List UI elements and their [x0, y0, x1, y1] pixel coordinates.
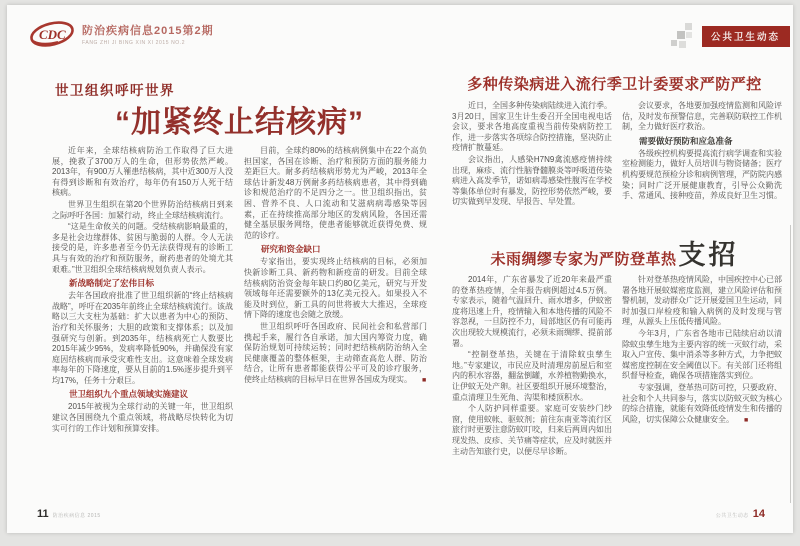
right-article1-column-1 [452, 101, 612, 231]
right-article2-title-lead: 未雨绸缪专家为严防登革热 [490, 251, 677, 268]
paragraph: 目前，全球约80%的结核病例集中在22个高负担国家，各国在诊断、治疗和预防方面的服务能力差距巨大。耐多药结核病形势尤为严峻，2013年全球估计新发48万例耐多药结核病患者，其中得到确诊和规范治疗的不足四分之一。世卫组织指出，贫困、营养不良、人口流动和艾滋病病毒感染等因素，正在持续推高部分地区的发病风险，各国还需健全基层服务网络，使患者能够就近获得免费、规范的诊疗。 [244, 146, 427, 240]
paragraph-text: 专家强调，登革热可防可控，只要政府、社会和个人共同参与，落实以防蚊灭蚊为核心的综合措施，就能有效降低疫情发生和传播的风险，切实保障公众健康安全。 [622, 382, 782, 424]
right-article2-title-emphasis: 支招 [678, 240, 739, 270]
paragraph: 近日，全国多种传染病陆续进入流行季。3月20日，国家卫生计生委召开全国电视电话会议，要求各地高度重视当前传染病防控工作，进一步落实各项综合防控措施，坚决防止疫情扩散蔓延。 [452, 101, 612, 153]
scan-edge-line [790, 225, 791, 503]
paragraph: 个人防护同样重要。家庭可安装纱门纱窗，使用蚊帐、驱蚊剂；前往东南亚等流行区旅行时更要注意防蚊叮咬，归来后两周内如出现发热、皮疹、关节痛等症状，应及时就医并主动告知旅行史，以便尽早诊断。 [452, 404, 612, 456]
left-page-footer [37, 508, 105, 520]
masthead-title: 防治疾病信息2015第2期 [82, 25, 214, 37]
subheading: 新战略制定了宏伟目标 [69, 278, 155, 289]
right-article2-column-1 [452, 275, 612, 507]
left-article-column-2 [244, 146, 427, 478]
subheading: 世卫组织九个重点领域实施建议 [69, 389, 189, 400]
right-page-number: 14 [752, 508, 765, 520]
right-article1-title: 多种传染病进入流行季卫计委要求严防严控 [467, 76, 762, 93]
paragraph: “控制登革热，关键在于清除蚊虫孳生地。”专家建议，市民应及时清理房前屋后和室内的积水容器，翻盆倒罐，水养植物勤换水，让伊蚊无处产卵。社区要组织开展环境整治，重点清理卫生死角、沟渠和楼顶积水。 [452, 350, 612, 402]
paragraph: 近年来，全球结核病防治工作取得了巨大进展，挽救了3700万人的生命，但形势依然严峻。2013年，有900万人罹患结核病，其中近300万人没有得到诊断和有效治疗，每年仍有150万人死于结核病。 [52, 146, 233, 198]
cdc-logo-icon [28, 19, 76, 49]
pixel-mosaic-decoration [669, 23, 699, 49]
paragraph: 各级疾控机构要提高流行病学调查和实验室检测能力，做好人员培训与物资储备；医疗机构要规范预检分诊和病例管理，严防院内感染；同时广泛开展健康教育，引导公众勤洗手、常通风、接种疫苗，养成良好卫生习惯。 [622, 148, 782, 201]
paragraph: 会议要求，各地要加强疫情监测和风险评估，及时发布预警信息，完善联防联控工作机制，全力做好医疗救治。 [622, 101, 782, 132]
section-badge: 公共卫生动态 [702, 26, 790, 47]
paragraph: 去年各国政府批准了世卫组织新的“终止结核病战略”，呼吁在2035年前终止全球结核病流行。该战略以三大支柱为基础：扩大以患者为中心的预防、治疗和关怀服务；大胆的政策和支撑体系；以及加强研究与创新。到2035年，结核病死亡人数要比2015年减少95%，发病率降低90%，并确保没有家庭因结核病而承受灾难性支出。这意味着全球发病率每年的下降速度，要从目前的1.5%逐步提升到平均17%，任务十分艰巨。 [52, 291, 233, 385]
end-of-article-marker: ■ [744, 416, 749, 424]
paragraph: 针对登革热疫情风险，中国疾控中心已部署各地开展蚊媒密度监测，建立风险评估和预警机制，发动群众广泛开展爱国卫生运动，同时加强口岸检疫和输入病例的及时发现与管理，从源头上压低传播风险。 [622, 275, 782, 327]
logo-letters: CDC [39, 27, 66, 42]
paragraph: 世界卫生组织在第20个世界防治结核病日到来之际呼吁各国：加紧行动，终止全球结核病流行。 [52, 199, 233, 220]
right-article2-column-2 [622, 275, 782, 507]
paragraph [244, 322, 427, 387]
paragraph-text: 世卫组织呼吁各国政府、民间社会和私营部门携起手来，履行各自承诺，加大国内筹资力度，确保防治规划可持续运转；同时把结核病防治纳入全民健康覆盖的整体框架，主动筛查高危人群、防治结合，让所有患者都能获得公平可及的诊疗服务，使终止结核病的目标早日在世界各国成为现实。 [244, 321, 427, 384]
masthead-subtitle: FANG ZHI JI BING XIN XI 2015 NO.2 [82, 40, 186, 46]
right-page-footer [712, 508, 765, 520]
left-article-title: “加紧终止结核病” [115, 106, 364, 139]
subheading: 需要做好预防和应急准备 [639, 135, 733, 146]
right-article1-column-2 [622, 101, 782, 231]
left-article-body [52, 146, 427, 478]
right-article2-body [452, 275, 782, 507]
left-article-column-1 [52, 146, 233, 478]
paragraph: “这是生命攸关的问题。受结核病影响最重的，多是社会边缘群体、贫困与脆弱的人群。令人无法接受的是，许多患者至今仍无法获得现有的诊断工具与有效的治疗和预防服务，耐药患者的处境尤其艰难。”世卫组织全球结核病规划负责人表示。 [52, 222, 233, 274]
paragraph: 会议指出，人感染H7N9禽流感疫情持续出现，麻疹、流行性脑脊髓膜炎等呼吸道传染病进入高发季节，诺如病毒感染性腹泻在学校等集体单位时有暴发，防控形势依然严峻，要切实做到早发现、早报告、早处置。 [452, 154, 612, 207]
end-of-article-marker: ■ [422, 376, 427, 384]
magazine-spread [7, 5, 793, 533]
left-footer-text: 防治疾病信息 2015 [52, 513, 101, 519]
left-article-kicker: 世卫组织呼吁世界 [55, 83, 175, 98]
paragraph: 专家指出，要实现终止结核病的目标，必须加快新诊断工具、新药物和新疫苗的研发。目前全球结核病防治资金每年缺口约80亿美元，研究与开发领域每年还需要额外的13亿美元投入。如果投入不能及时到位，新工具的问世将被大大推迟，全球疫情下降的速度也会随之放缓。 [244, 257, 427, 320]
right-article1-body [452, 101, 782, 231]
left-page-number: 11 [37, 508, 49, 520]
right-footer-text: 公共卫生动态 [715, 513, 749, 519]
masthead-text [82, 22, 214, 46]
paragraph: 2014年，广东省暴发了近20年来最严重的登革热疫情，全年报告病例超过4.5万例。专家表示，随着气温回升、雨水增多，伊蚊密度将迅速上升，疫情输入和本地传播的风险不容忽视，一旦防控不力，局部地区仍有可能再次出现较大规模流行，必须未雨绸缪、提前部署。 [452, 275, 612, 348]
section-badge-area [669, 23, 790, 49]
paragraph: 今年3月，广东省各地市已陆续启动以清除蚊虫孳生地为主要内容的统一灭蚊行动，采取入户宣传、集中消杀等多种方式，力争把蚊媒密度控制在安全阈值以下。有关部门还将组织督导检查，确保各项措施落实到位。 [622, 328, 782, 381]
paragraph [622, 383, 782, 426]
subheading: 研究和资金缺口 [261, 244, 321, 255]
paragraph: 2015年被视为全球行动的关键一年，世卫组织建议各国围绕九个重点领域，将战略尽快转化为切实可行的工作计划和预算安排。 [52, 402, 233, 433]
right-article2-title [447, 233, 782, 269]
masthead [28, 19, 214, 49]
